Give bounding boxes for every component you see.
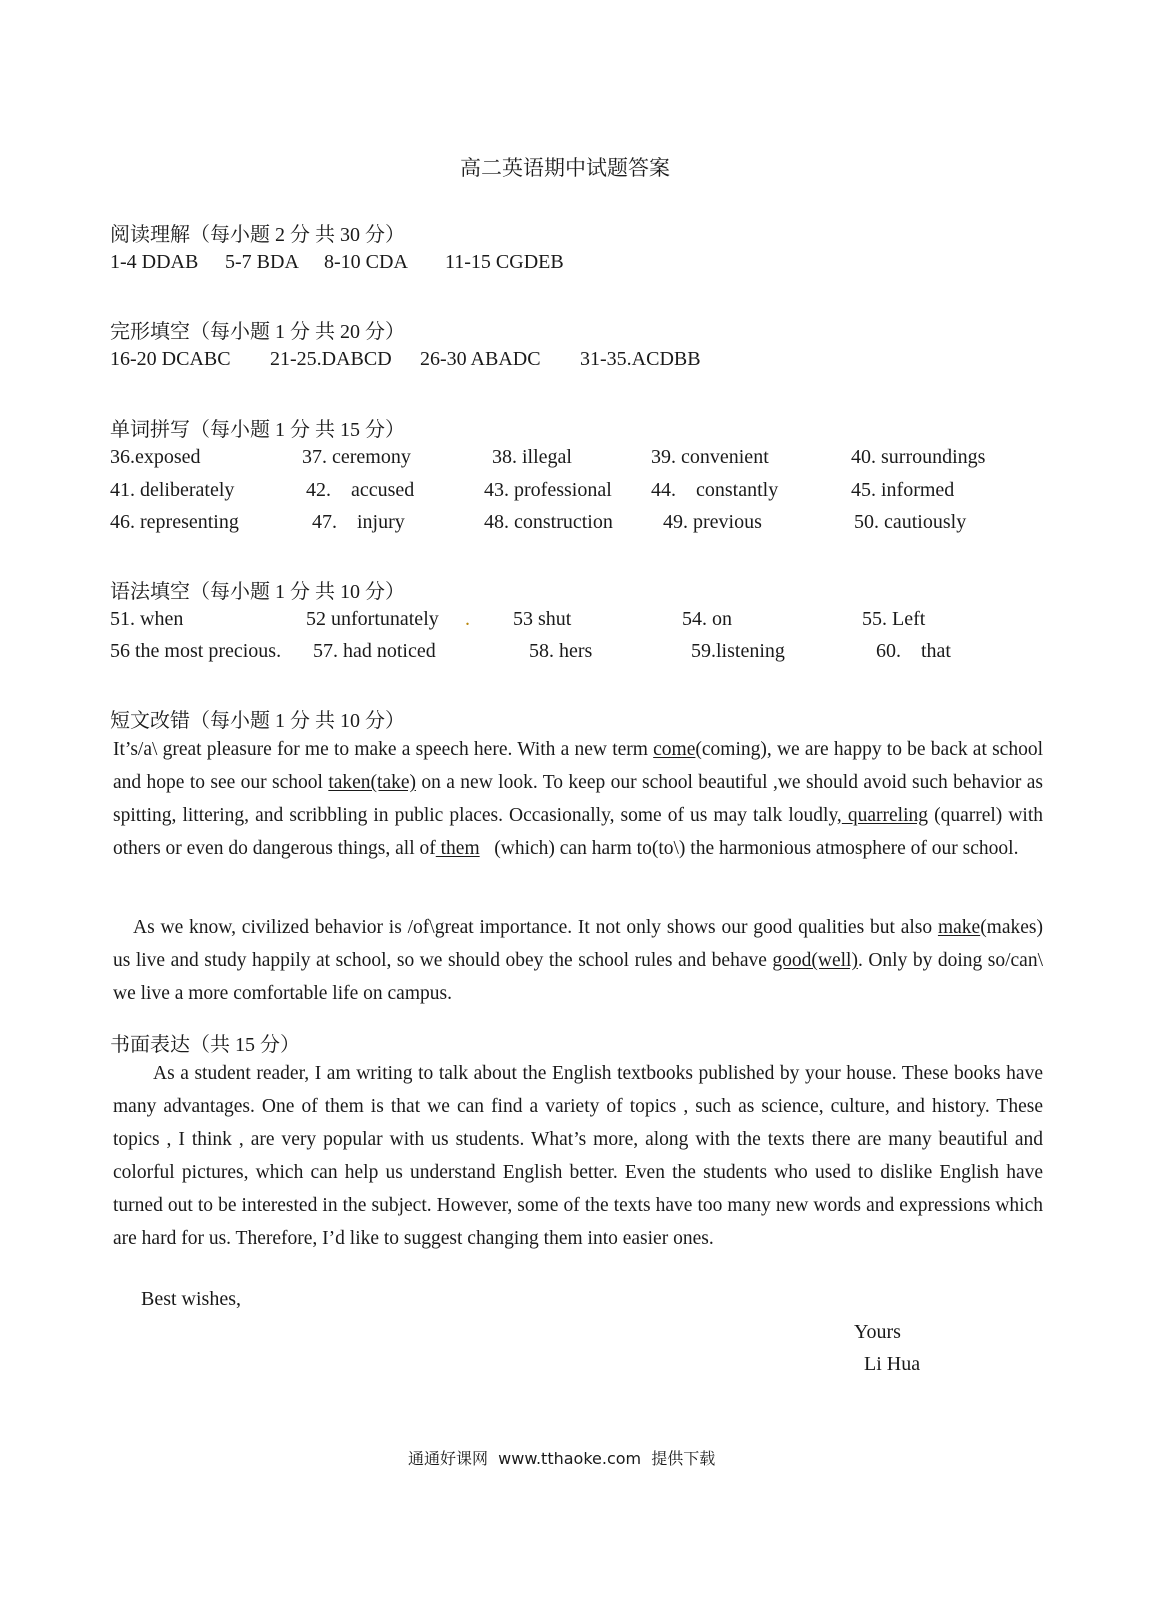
spelling-answer: 50. cautiously bbox=[854, 511, 967, 533]
cloze-answer: 16-20 DCABC bbox=[110, 348, 231, 370]
spelling-answer: 41. deliberately bbox=[110, 479, 235, 501]
cloze-answer: 21-25.DABCD bbox=[270, 348, 392, 370]
grammar-answer: 54. on bbox=[682, 608, 732, 630]
spelling-answer: 46. representing bbox=[110, 511, 239, 533]
page-title: 高二英语期中试题答案 bbox=[460, 156, 670, 180]
spelling-answer: 49. previous bbox=[663, 511, 762, 533]
cloze-answer: 31-35.ACDBB bbox=[580, 348, 701, 370]
spelling-answer: 47. injury bbox=[312, 511, 405, 533]
spelling-answer: 42. accused bbox=[306, 479, 415, 501]
grammar-answer: 51. when bbox=[110, 608, 184, 630]
grammar-answer: 53 shut bbox=[513, 608, 572, 630]
grammar-answer: 60. that bbox=[876, 640, 951, 662]
correction-mark: taken(take) bbox=[328, 772, 417, 793]
spelling-answer: 36.exposed bbox=[110, 446, 201, 468]
correction-mark: them bbox=[435, 838, 480, 859]
spelling-answer: 39. convenient bbox=[651, 446, 769, 468]
reading-answer: 5-7 BDA bbox=[225, 251, 299, 273]
grammar-heading: 语法填空（每小题 1 分 共 10 分） bbox=[110, 581, 405, 603]
grammar-answer: 55. Left bbox=[862, 608, 926, 630]
correction-paragraph-2: As we know, civilized behavior is /of\great importance. It not only shows our good qualities but also make(makes) us live and study happily at school, so we should obey the school rules and behave good(well). Only by doing so/can\ we live a more comfortable life on campus. bbox=[113, 917, 1043, 1004]
reading-answer: 11-15 CGDEB bbox=[445, 251, 564, 273]
correction-paragraph-1: It’s/a\ great pleasure for me to make a speech here. With a new term come(coming), we are happy to be back at school and hope to see our school taken(take) on a new look. To keep our school beautiful ,we should avoid such behavior as spitting, littering, and scribbling in public places. Occasionally, some of us may talk loudly, quarreling (quarrel) with others or even do dangerous things, all of them (which) can harm to(to\) the harmonious atmosphere of our school. bbox=[113, 739, 1044, 859]
grammar-answer: 56 the most precious. bbox=[110, 640, 282, 662]
reading-answer: 1-4 DDAB bbox=[110, 251, 199, 273]
cloze-answer: 26-30 ABADC bbox=[420, 348, 541, 370]
correction-mark: come bbox=[653, 739, 696, 760]
letter-name: Li Hua bbox=[864, 1353, 921, 1375]
reading-answer: 8-10 CDA bbox=[324, 251, 408, 273]
spelling-heading: 单词拼写（每小题 1 分 共 15 分） bbox=[110, 419, 405, 441]
grammar-answer: 52 unfortunately bbox=[306, 608, 439, 630]
cloze-heading: 完形填空（每小题 1 分 共 20 分） bbox=[110, 321, 405, 343]
grammar-stray-mark: . bbox=[465, 608, 470, 630]
spelling-answer: 40. surroundings bbox=[851, 446, 986, 468]
reading-heading: 阅读理解（每小题 2 分 共 30 分） bbox=[110, 224, 405, 246]
spelling-answer: 44. constantly bbox=[651, 479, 779, 501]
correction-mark: good(well) bbox=[772, 950, 858, 971]
correction-mark: make bbox=[937, 917, 981, 938]
correction-mark: quarreling bbox=[841, 805, 929, 826]
spelling-answer: 48. construction bbox=[484, 511, 613, 533]
correction-heading: 短文改错（每小题 1 分 共 10 分） bbox=[110, 710, 405, 732]
spelling-answer: 45. informed bbox=[851, 479, 955, 501]
grammar-answer: 57. had noticed bbox=[313, 640, 436, 662]
spelling-answer: 43. professional bbox=[484, 479, 612, 501]
grammar-answer: 58. hers bbox=[529, 640, 593, 662]
grammar-answer: 59.listening bbox=[691, 640, 785, 662]
writing-heading: 书面表达（共 15 分） bbox=[110, 1034, 300, 1056]
spelling-answer: 38. illegal bbox=[492, 446, 572, 468]
spelling-answer: 37. ceremony bbox=[302, 446, 411, 468]
writing-body: As a student reader, I am writing to talk about the English textbooks published by your house. These books have many advantages. One of them is that we can find a variety of topics , such as science, culture, and history. These topics , I think , are very popular with us students. What’s more, along with the texts there are many beautiful and colorful pictures, which can help us understand English better. Even the students who used to dislike English have turned out to be interested in the subject. However, some of the texts have too many new words and expressions which are hard for us. Therefore, I’d like to suggest changing them into easier ones. bbox=[113, 1063, 1043, 1249]
letter-closing: Best wishes, bbox=[141, 1288, 241, 1310]
letter-signoff: Yours bbox=[854, 1321, 901, 1343]
footer-source: 通通好课网 www.tthaoke.com 提供下载 bbox=[408, 1449, 716, 1468]
